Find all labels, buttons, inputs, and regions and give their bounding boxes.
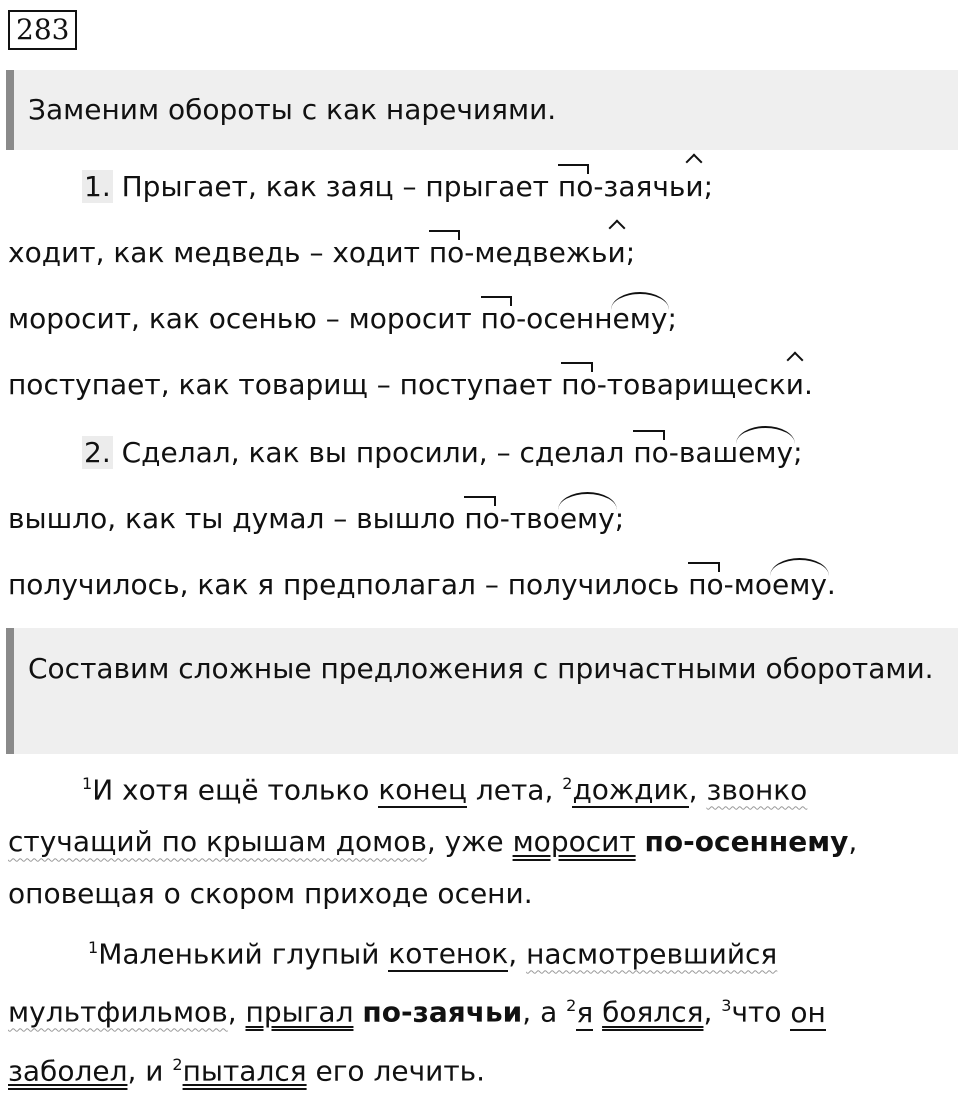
item-number: 1. bbox=[84, 170, 111, 203]
participial-phrase: насмотревшийся мультфильмов bbox=[8, 937, 778, 1029]
subject-word: он bbox=[790, 995, 826, 1029]
clause-index: 1 bbox=[88, 938, 99, 957]
clause-index: 1 bbox=[82, 774, 93, 793]
example-line-5 bbox=[82, 436, 803, 469]
word-root: -мо bbox=[723, 568, 772, 601]
adverb-bold: по-заячьи bbox=[362, 995, 523, 1029]
subject-word: котенок bbox=[388, 937, 509, 971]
example-line-7 bbox=[8, 568, 836, 601]
line-text: поступает, как товарищ – поступает bbox=[8, 368, 562, 401]
word-root: -тво bbox=[499, 502, 560, 535]
clause-index: 2 bbox=[172, 1054, 183, 1074]
line-text: моросит, как осенью – моросит bbox=[8, 302, 481, 335]
text: Маленький глупый bbox=[98, 937, 389, 971]
text: , и bbox=[127, 1053, 173, 1087]
line-punct: . bbox=[826, 568, 836, 601]
subject-word: я bbox=[576, 995, 594, 1029]
sentence-paragraph-1 bbox=[8, 758, 948, 920]
text: лета, bbox=[466, 773, 563, 807]
sentence-paragraph-2 bbox=[8, 922, 948, 1097]
example-line-6 bbox=[8, 502, 624, 535]
example-line-1 bbox=[82, 170, 713, 203]
banner-text: Составим сложные предложения с причастными оборотами. bbox=[28, 652, 934, 685]
adverb-bold: по-осеннему bbox=[644, 825, 849, 859]
text: его лечить. bbox=[306, 1053, 486, 1087]
example-line-3 bbox=[8, 302, 677, 335]
ending-mark: ему bbox=[772, 568, 827, 601]
word-root: -товарищеск bbox=[596, 368, 786, 401]
ending-mark: ему bbox=[612, 302, 668, 335]
word-root: -осенн bbox=[516, 302, 613, 335]
word-root: -ваш bbox=[668, 436, 739, 469]
text bbox=[593, 996, 602, 1029]
text: что bbox=[731, 995, 791, 1029]
text: , bbox=[508, 937, 527, 971]
prefix-mark: по bbox=[633, 436, 669, 469]
clause-index: 2 bbox=[562, 774, 573, 793]
line-text: Прыгает, как заяц – прыгает bbox=[112, 170, 558, 203]
prefix-mark: по bbox=[557, 170, 594, 203]
prefix-mark: по bbox=[480, 302, 517, 335]
subject-word: конец bbox=[378, 773, 467, 807]
exercise-number: 283 bbox=[8, 10, 77, 50]
line-punct: ; bbox=[793, 436, 803, 469]
example-line-2 bbox=[8, 236, 635, 269]
predicate-word: пытался bbox=[182, 1053, 307, 1087]
banner-text: Заменим обороты с как наречиями. bbox=[28, 93, 557, 126]
line-text: получилось, как я предполагал – получилось bbox=[8, 568, 689, 601]
section-banner-adverbs bbox=[6, 70, 958, 150]
line-punct: . bbox=[804, 368, 813, 401]
line-text: ходит, как медведь – ходит bbox=[8, 236, 429, 269]
word-root: -заячь bbox=[593, 170, 686, 203]
text: , bbox=[703, 995, 722, 1029]
text: , а bbox=[522, 995, 567, 1029]
line-punct: ; bbox=[614, 502, 625, 535]
participial-phrase: звонко стучащий по крышам домов bbox=[8, 773, 808, 859]
ending-mark: и bbox=[685, 170, 704, 203]
ending-mark: и bbox=[785, 368, 804, 401]
line-punct: ; bbox=[703, 170, 714, 203]
example-line-4 bbox=[8, 368, 813, 401]
text: , bbox=[227, 995, 246, 1029]
item-number: 2. bbox=[84, 436, 111, 469]
prefix-mark: по bbox=[428, 236, 465, 269]
text bbox=[636, 825, 645, 858]
line-text: Сделал, как вы просили, – сделал bbox=[112, 436, 634, 469]
predicate-word: боялся bbox=[602, 995, 704, 1029]
predicate-word: заболел bbox=[8, 1053, 128, 1087]
predicate-word: моросит bbox=[512, 825, 636, 859]
line-punct: ; bbox=[667, 302, 677, 335]
text: , bbox=[688, 773, 707, 807]
clause-index: 3 bbox=[721, 996, 732, 1016]
prefix-mark: по bbox=[561, 368, 597, 401]
prefix-mark: по bbox=[464, 502, 500, 535]
line-punct: ; bbox=[625, 236, 636, 269]
ending-mark: ему bbox=[738, 436, 794, 469]
ending-mark: ему bbox=[559, 502, 615, 535]
word-root: -медвежь bbox=[464, 236, 608, 269]
text: И хотя ещё только bbox=[92, 773, 379, 807]
text: , уже bbox=[426, 825, 513, 859]
section-banner-participles bbox=[6, 628, 958, 754]
line-text: вышло, как ты думал – вышло bbox=[8, 502, 465, 535]
clause-index: 2 bbox=[566, 996, 577, 1016]
text: , оповещая о скором приходе осени. bbox=[8, 825, 858, 911]
prefix-mark: по bbox=[688, 568, 724, 601]
ending-mark: и bbox=[607, 236, 626, 269]
subject-word: дождик bbox=[572, 773, 689, 807]
predicate-word: прыгал bbox=[245, 995, 354, 1029]
